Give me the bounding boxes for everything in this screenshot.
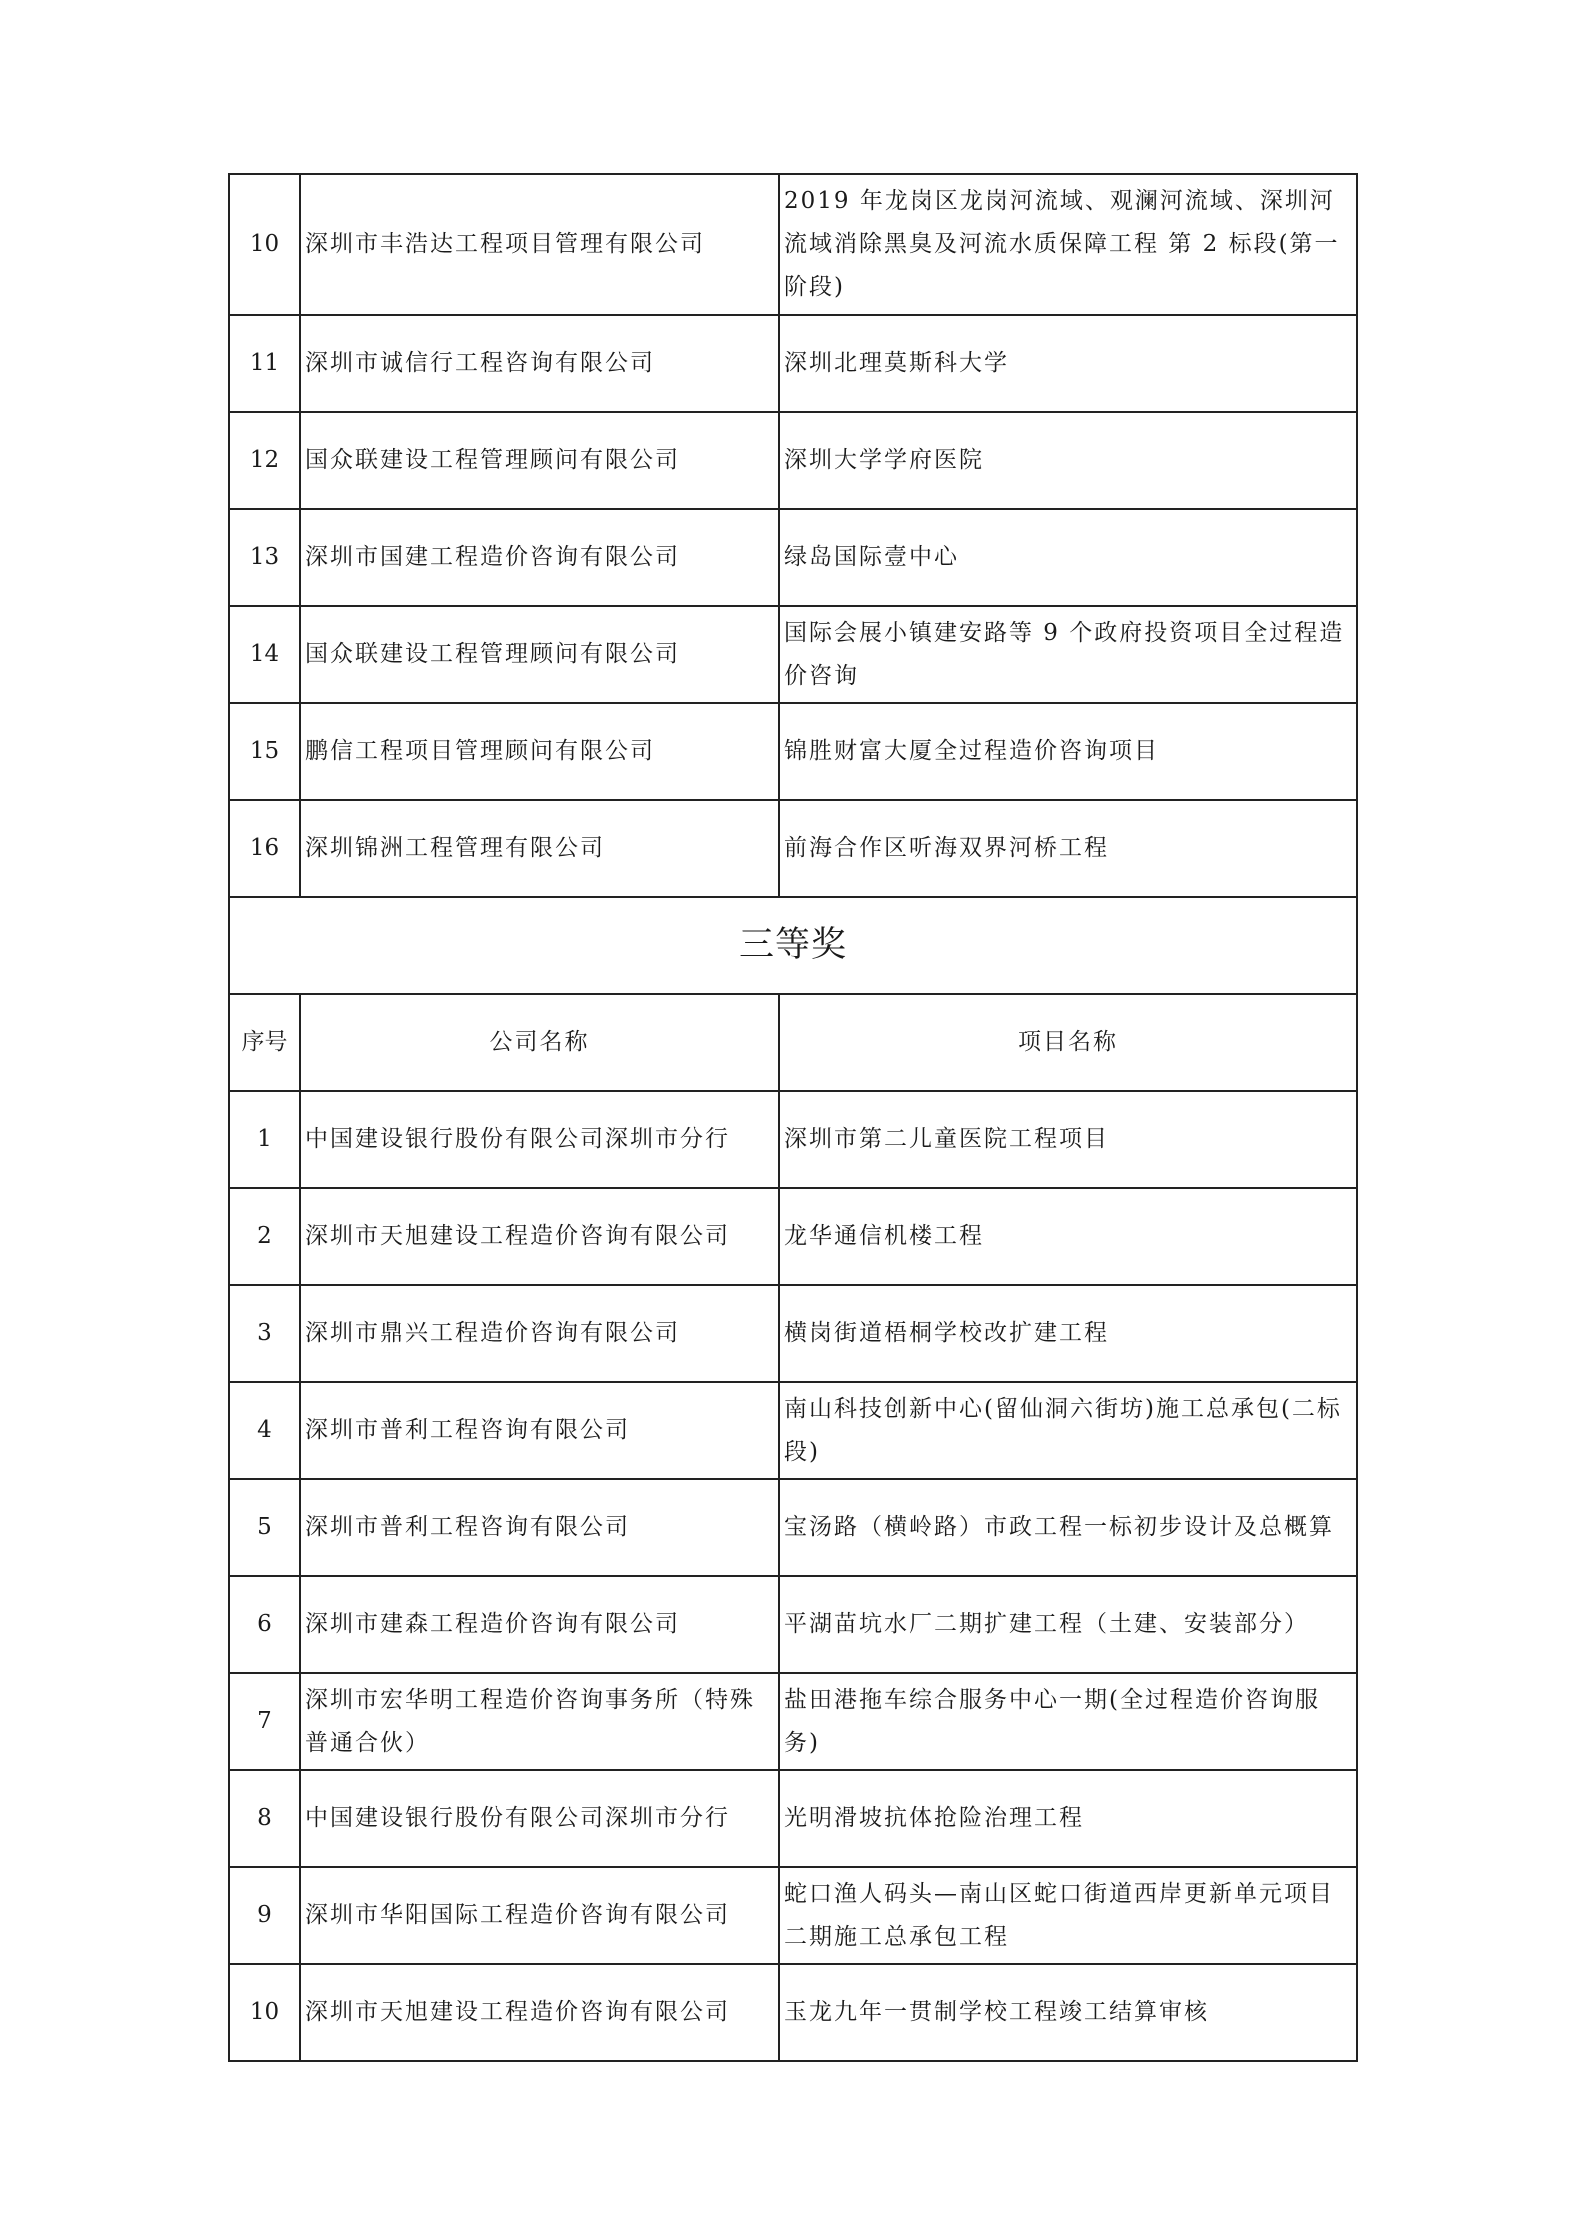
company-name: 深圳市丰浩达工程项目管理有限公司 xyxy=(300,174,779,315)
company-name: 中国建设银行股份有限公司深圳市分行 xyxy=(300,1770,779,1867)
project-name: 蛇口渔人码头—南山区蛇口街道西岸更新单元项目二期施工总承包工程 xyxy=(779,1867,1357,1964)
project-name: 宝汤路（横岭路）市政工程一标初步设计及总概算 xyxy=(779,1479,1357,1576)
company-name: 中国建设银行股份有限公司深圳市分行 xyxy=(300,1091,779,1188)
table-row xyxy=(229,606,1357,703)
company-name: 鹏信工程项目管理顾问有限公司 xyxy=(300,703,779,800)
company-name: 深圳市天旭建设工程造价咨询有限公司 xyxy=(300,1188,779,1285)
table-row xyxy=(229,315,1357,412)
awards-table xyxy=(228,173,1358,2062)
project-name: 光明滑坡抗体抢险治理工程 xyxy=(779,1770,1357,1867)
table-row xyxy=(229,1285,1357,1382)
table-row xyxy=(229,1188,1357,1285)
project-name: 2019 年龙岗区龙岗河流域、观澜河流域、深圳河流域消除黑臭及河流水质保障工程 第 2 标段(第一阶段) xyxy=(779,174,1357,315)
table-row xyxy=(229,174,1357,315)
table-row xyxy=(229,1382,1357,1479)
row-number: 2 xyxy=(229,1188,300,1285)
row-number: 12 xyxy=(229,412,300,509)
row-number: 3 xyxy=(229,1285,300,1382)
company-name: 深圳市宏华明工程造价咨询事务所（特殊普通合伙） xyxy=(300,1673,779,1770)
company-name: 深圳市天旭建设工程造价咨询有限公司 xyxy=(300,1964,779,2061)
table-row xyxy=(229,703,1357,800)
project-name: 龙华通信机楼工程 xyxy=(779,1188,1357,1285)
project-name: 锦胜财富大厦全过程造价咨询项目 xyxy=(779,703,1357,800)
table-row xyxy=(229,1091,1357,1188)
company-name: 深圳市普利工程咨询有限公司 xyxy=(300,1382,779,1479)
row-number: 5 xyxy=(229,1479,300,1576)
table-row xyxy=(229,509,1357,606)
company-name: 国众联建设工程管理顾问有限公司 xyxy=(300,606,779,703)
project-name: 绿岛国际壹中心 xyxy=(779,509,1357,606)
company-name: 深圳锦洲工程管理有限公司 xyxy=(300,800,779,897)
row-number: 7 xyxy=(229,1673,300,1770)
section-row xyxy=(229,897,1357,994)
company-name: 深圳市建森工程造价咨询有限公司 xyxy=(300,1576,779,1673)
column-header-number: 序号 xyxy=(229,994,300,1091)
project-name: 平湖苗坑水厂二期扩建工程（土建、安装部分） xyxy=(779,1576,1357,1673)
table-row xyxy=(229,1576,1357,1673)
table-row xyxy=(229,412,1357,509)
company-name: 深圳市诚信行工程咨询有限公司 xyxy=(300,315,779,412)
company-name: 深圳市华阳国际工程造价咨询有限公司 xyxy=(300,1867,779,1964)
table-row xyxy=(229,1479,1357,1576)
project-name: 盐田港拖车综合服务中心一期(全过程造价咨询服务) xyxy=(779,1673,1357,1770)
project-name: 横岗街道梧桐学校改扩建工程 xyxy=(779,1285,1357,1382)
column-header-company: 公司名称 xyxy=(300,994,779,1091)
row-number: 14 xyxy=(229,606,300,703)
table-row xyxy=(229,1673,1357,1770)
row-number: 16 xyxy=(229,800,300,897)
company-name: 深圳市国建工程造价咨询有限公司 xyxy=(300,509,779,606)
row-number: 8 xyxy=(229,1770,300,1867)
row-number: 11 xyxy=(229,315,300,412)
row-number: 15 xyxy=(229,703,300,800)
header-row xyxy=(229,994,1357,1091)
project-name: 深圳北理莫斯科大学 xyxy=(779,315,1357,412)
project-name: 深圳大学学府医院 xyxy=(779,412,1357,509)
row-number: 10 xyxy=(229,1964,300,2061)
company-name: 深圳市普利工程咨询有限公司 xyxy=(300,1479,779,1576)
table-row xyxy=(229,1964,1357,2061)
row-number: 9 xyxy=(229,1867,300,1964)
column-header-project: 项目名称 xyxy=(779,994,1357,1091)
table-row xyxy=(229,1867,1357,1964)
row-number: 1 xyxy=(229,1091,300,1188)
project-name: 南山科技创新中心(留仙洞六街坊)施工总承包(二标段) xyxy=(779,1382,1357,1479)
project-name: 前海合作区听海双界河桥工程 xyxy=(779,800,1357,897)
row-number: 10 xyxy=(229,174,300,315)
table-row xyxy=(229,1770,1357,1867)
section-title: 三等奖 xyxy=(229,897,1357,994)
project-name: 深圳市第二儿童医院工程项目 xyxy=(779,1091,1357,1188)
company-name: 深圳市鼎兴工程造价咨询有限公司 xyxy=(300,1285,779,1382)
row-number: 13 xyxy=(229,509,300,606)
table-row xyxy=(229,800,1357,897)
row-number: 4 xyxy=(229,1382,300,1479)
project-name: 国际会展小镇建安路等 9 个政府投资项目全过程造价咨询 xyxy=(779,606,1357,703)
company-name: 国众联建设工程管理顾问有限公司 xyxy=(300,412,779,509)
row-number: 6 xyxy=(229,1576,300,1673)
project-name: 玉龙九年一贯制学校工程竣工结算审核 xyxy=(779,1964,1357,2061)
